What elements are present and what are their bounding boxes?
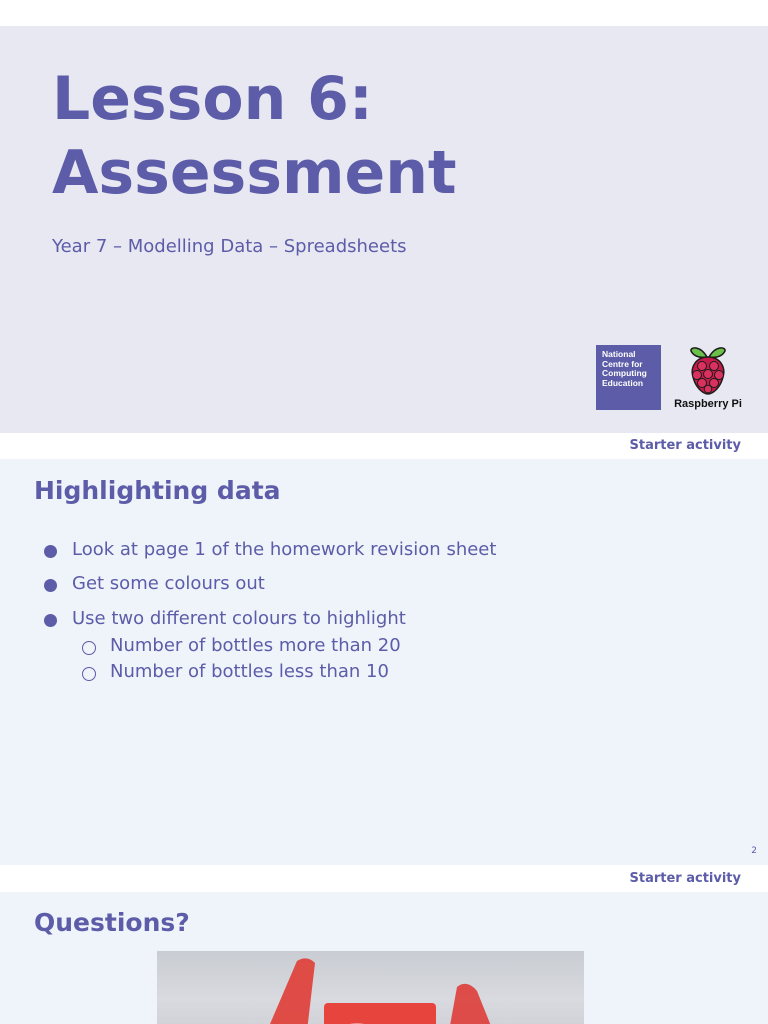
lesson-title-line1: Lesson 6:	[52, 64, 373, 134]
page-number: 2	[751, 846, 757, 856]
raspberry-pi-logo-text: Raspberry Pi	[674, 398, 742, 410]
ncce-logo	[596, 345, 661, 410]
slide-heading: Questions?	[34, 908, 190, 937]
section-tag: Starter activity	[629, 871, 741, 886]
sub-bullet-item: Number of bottles more than 20	[110, 635, 401, 656]
raspberry-pi-logo	[672, 343, 744, 413]
bullet-item: Look at page 1 of the homework revision sheet	[72, 539, 497, 560]
bullet-item: Get some colours out	[72, 573, 265, 594]
title-slide	[0, 26, 768, 433]
slide-heading: Highlighting data	[34, 476, 281, 505]
ncce-logo-line: Computing	[602, 368, 647, 378]
sub-bullet-item: Number of bottles less than 10	[110, 661, 389, 682]
lesson-subtitle: Year 7 – Modelling Data – Spreadsheets	[52, 236, 407, 257]
ncce-logo-line: National	[602, 349, 636, 359]
questions-slide	[0, 892, 768, 1024]
section-tag: Starter activity	[629, 438, 741, 453]
lesson-title-line2: Assessment	[52, 138, 457, 208]
ncce-logo-line: Education	[602, 377, 644, 388]
bullet-item: Use two different colours to highlight	[72, 608, 406, 629]
highlighting-data-slide	[0, 459, 768, 865]
raspberry-pi-logo-icon	[686, 343, 730, 395]
ncce-logo-line: Centre for	[602, 358, 643, 369]
lesson-title	[52, 62, 457, 210]
question-mark-photo	[157, 951, 584, 1024]
question-mark-photo-shapes	[157, 951, 584, 1024]
